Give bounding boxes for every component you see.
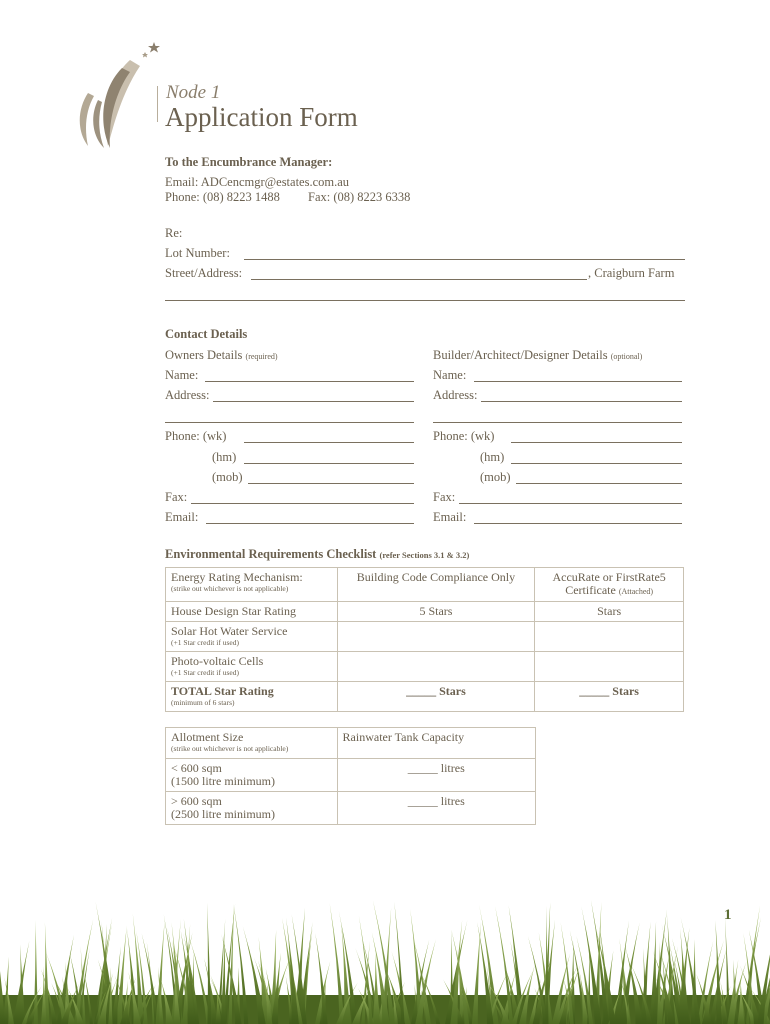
checklist-cell-label — [166, 622, 338, 652]
street-suffix: , Craigburn Farm — [588, 266, 675, 280]
lot-number-field[interactable] — [244, 244, 685, 260]
grass-border-icon — [0, 900, 770, 1024]
leaf-star-logo-icon — [70, 38, 165, 153]
checklist-cell-label — [166, 602, 338, 622]
builder-heading — [433, 348, 642, 363]
table-row — [166, 682, 684, 712]
cell-note: (strike out whichever is not applicable) — [171, 584, 289, 593]
table-row — [166, 568, 684, 602]
cell-text: _____ Stars — [406, 684, 466, 698]
builder-note: (optional) — [610, 352, 643, 361]
checklist-cell-input[interactable] — [337, 652, 535, 682]
owner-name-field[interactable] — [205, 367, 414, 382]
checklist-cell-input[interactable] — [535, 682, 684, 712]
builder-phone-wk-label: Phone: (wk) — [433, 429, 495, 443]
checklist-cell-value — [337, 602, 535, 622]
cell-text: _____ litres — [407, 761, 465, 775]
contact-heading: Contact Details — [165, 327, 248, 341]
owner-phone-mob-label: (mob) — [212, 470, 243, 484]
cell-text: Photo-voltaic Cells — [171, 654, 264, 668]
checklist-cell-input[interactable] — [337, 682, 535, 712]
table-row — [166, 728, 536, 759]
cell-text: Rainwater Tank Capacity — [342, 730, 465, 744]
builder-email-field[interactable] — [474, 509, 682, 524]
cell-text: TOTAL Star Rating — [171, 684, 274, 698]
node-subtitle: Node 1 — [166, 82, 221, 103]
table-row — [166, 622, 684, 652]
header-divider — [157, 86, 158, 122]
street-address-field-2[interactable] — [165, 286, 685, 301]
cell-text: House Design Star Rating — [171, 604, 296, 618]
owner-phone-hm-field[interactable] — [244, 449, 414, 464]
owner-email-field[interactable] — [206, 509, 414, 524]
cell-note: (+1 Star credit if used) — [171, 668, 239, 677]
checklist-table — [165, 567, 684, 712]
owner-name-label: Name: — [165, 368, 199, 382]
owners-heading — [165, 348, 278, 363]
allotment-litres-input[interactable] — [337, 792, 535, 825]
cell-note: (Attached) — [618, 587, 654, 596]
checklist-cell-label — [166, 652, 338, 682]
checklist-cell-label — [166, 568, 338, 602]
owner-phone-mob-field[interactable] — [248, 469, 414, 484]
checklist-cell-label — [166, 682, 338, 712]
table-row — [166, 652, 684, 682]
checklist-cell-option-bca[interactable] — [337, 568, 535, 602]
builder-name-label: Name: — [433, 368, 467, 382]
cell-note: (+1 Star credit if used) — [171, 638, 239, 647]
street-address-field[interactable] — [251, 264, 587, 280]
builder-phone-hm-field[interactable] — [511, 449, 682, 464]
owner-address-field[interactable] — [213, 387, 414, 402]
builder-address-label: Address: — [433, 388, 478, 402]
table-row — [166, 792, 536, 825]
checklist-cell-input[interactable] — [535, 652, 684, 682]
cell-note: (strike out whichever is not applicable) — [171, 744, 289, 753]
builder-phone-wk-field[interactable] — [511, 428, 682, 443]
owner-address-field-2[interactable] — [165, 408, 414, 423]
allotment-header-right — [337, 728, 535, 759]
allotment-table — [165, 727, 536, 825]
allotment-option[interactable] — [166, 792, 338, 825]
owner-fax-field[interactable] — [191, 489, 414, 504]
owner-phone-wk-field[interactable] — [244, 428, 414, 443]
lot-number-label: Lot Number: — [165, 246, 230, 260]
street-address-label: Street/Address: — [165, 266, 243, 280]
checklist-cell-input[interactable] — [535, 622, 684, 652]
checklist-cell-option-accurate[interactable] — [535, 568, 684, 602]
cell-text: Solar Hot Water Service — [171, 624, 288, 638]
cell-text: Stars — [597, 604, 622, 618]
table-row — [166, 759, 536, 792]
recipient-phone: Phone: (08) 8223 1488 — [165, 190, 280, 204]
builder-address-field-2[interactable] — [433, 408, 682, 423]
cell-text: (1500 litre minimum) — [171, 774, 275, 788]
cell-text: > 600 sqm — [171, 794, 222, 808]
builder-fax-field[interactable] — [459, 489, 682, 504]
builder-phone-mob-label: (mob) — [480, 470, 511, 484]
owners-note: (required) — [245, 352, 278, 361]
builder-heading-text: Builder/Architect/Designer Details — [433, 348, 608, 362]
checklist-cell-input[interactable] — [337, 622, 535, 652]
builder-fax-label: Fax: — [433, 490, 456, 504]
owner-fax-label: Fax: — [165, 490, 188, 504]
builder-address-field[interactable] — [481, 387, 682, 402]
allotment-header-left — [166, 728, 338, 759]
cell-text: AccuRate or FirstRate5 Certificate — [552, 570, 666, 597]
re-label: Re: — [165, 226, 183, 240]
recipient-email: Email: ADCencmgr@estates.com.au — [165, 175, 350, 189]
recipient-heading: To the Encumbrance Manager: — [165, 155, 333, 169]
builder-name-field[interactable] — [474, 367, 682, 382]
checklist-ref: (refer Sections 3.1 & 3.2) — [379, 550, 470, 560]
cell-text: < 600 sqm — [171, 761, 222, 775]
allotment-litres-input[interactable] — [337, 759, 535, 792]
owner-phone-wk-label: Phone: (wk) — [165, 429, 227, 443]
checklist-cell-value[interactable] — [535, 602, 684, 622]
cell-text: Allotment Size — [171, 730, 244, 744]
cell-text: Building Code Compliance Only — [356, 570, 516, 584]
page-title: Application Form — [165, 102, 358, 132]
builder-phone-hm-label: (hm) — [480, 450, 505, 464]
cell-note: (minimum of 6 stars) — [171, 698, 235, 707]
cell-text: Energy Rating Mechanism: — [171, 570, 303, 584]
checklist-heading — [165, 547, 469, 562]
owners-heading-text: Owners Details — [165, 348, 243, 362]
builder-email-label: Email: — [433, 510, 467, 524]
cell-text: _____ Stars — [579, 684, 639, 698]
cell-text: 5 Stars — [419, 604, 453, 618]
owner-phone-hm-label: (hm) — [212, 450, 237, 464]
recipient-fax: Fax: (08) 8223 6338 — [308, 190, 411, 204]
owner-address-label: Address: — [165, 388, 210, 402]
cell-text: (2500 litre minimum) — [171, 807, 275, 821]
table-row — [166, 602, 684, 622]
cell-text: _____ litres — [407, 794, 465, 808]
owner-email-label: Email: — [165, 510, 199, 524]
allotment-option[interactable] — [166, 759, 338, 792]
builder-phone-mob-field[interactable] — [516, 469, 682, 484]
page-number: 1 — [724, 907, 732, 923]
checklist-heading-text: Environmental Requirements Checklist — [165, 547, 377, 561]
